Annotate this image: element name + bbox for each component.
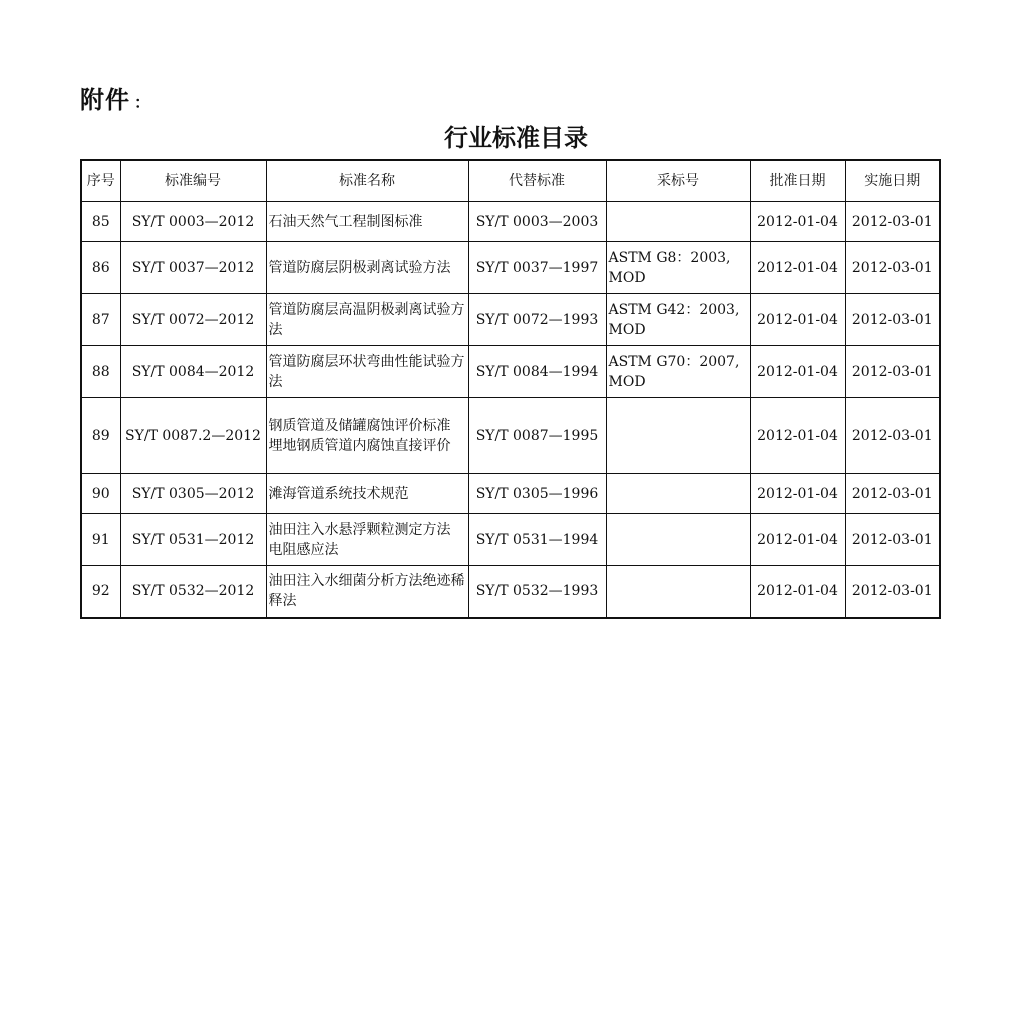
cell-code: SY/T 0531—2012 xyxy=(120,514,266,566)
table-row xyxy=(81,294,940,346)
cell-no: 87 xyxy=(81,294,120,346)
cell-effective: 2012-03-01 xyxy=(845,202,940,242)
cell-approved: 2012-01-04 xyxy=(750,566,845,618)
cell-code: SY/T 0305—2012 xyxy=(120,474,266,514)
cell-adopted: ASTM G70：2007, MOD xyxy=(606,346,750,398)
column-header-no: 序号 xyxy=(81,160,120,202)
cell-no: 90 xyxy=(81,474,120,514)
cell-approved: 2012-01-04 xyxy=(750,202,845,242)
cell-approved: 2012-01-04 xyxy=(750,294,845,346)
cell-replaces: SY/T 0532—1993 xyxy=(468,566,606,618)
cell-adopted: ASTM G42：2003, MOD xyxy=(606,294,750,346)
cell-adopted xyxy=(606,566,750,618)
table-row xyxy=(81,398,940,474)
cell-adopted xyxy=(606,202,750,242)
column-header-adopted: 采标号 xyxy=(606,160,750,202)
cell-adopted xyxy=(606,398,750,474)
cell-replaces: SY/T 0037—1997 xyxy=(468,242,606,294)
standards-table xyxy=(80,159,941,619)
cell-name: 管道防腐层环状弯曲性能试验方法 xyxy=(266,346,468,398)
cell-effective: 2012-03-01 xyxy=(845,398,940,474)
cell-adopted xyxy=(606,474,750,514)
cell-approved: 2012-01-04 xyxy=(750,242,845,294)
cell-effective: 2012-03-01 xyxy=(845,514,940,566)
cell-approved: 2012-01-04 xyxy=(750,346,845,398)
cell-no: 92 xyxy=(81,566,120,618)
cell-name: 滩海管道系统技术规范 xyxy=(266,474,468,514)
cell-approved: 2012-01-04 xyxy=(750,514,845,566)
column-header-code: 标准编号 xyxy=(120,160,266,202)
table-row xyxy=(81,566,940,618)
cell-no: 89 xyxy=(81,398,120,474)
cell-code: SY/T 0072—2012 xyxy=(120,294,266,346)
column-header-replaces: 代替标准 xyxy=(468,160,606,202)
cell-code: SY/T 0003—2012 xyxy=(120,202,266,242)
cell-code: SY/T 0087.2—2012 xyxy=(120,398,266,474)
cell-approved: 2012-01-04 xyxy=(750,474,845,514)
cell-no: 86 xyxy=(81,242,120,294)
attachment-text: 附件 xyxy=(80,86,130,114)
table-row xyxy=(81,346,940,398)
table-row xyxy=(81,514,940,566)
cell-replaces: SY/T 0072—1993 xyxy=(468,294,606,346)
cell-approved: 2012-01-04 xyxy=(750,398,845,474)
cell-effective: 2012-03-01 xyxy=(845,566,940,618)
cell-no: 85 xyxy=(81,202,120,242)
cell-name: 管道防腐层阴极剥离试验方法 xyxy=(266,242,468,294)
page-title: 行业标准目录 xyxy=(444,124,588,152)
cell-name: 石油天然气工程制图标准 xyxy=(266,202,468,242)
cell-adopted xyxy=(606,514,750,566)
table-row xyxy=(81,242,940,294)
cell-name: 钢质管道及储罐腐蚀评价标准 埋地钢质管道内腐蚀直接评价 xyxy=(266,398,468,474)
cell-no: 88 xyxy=(81,346,120,398)
cell-replaces: SY/T 0084—1994 xyxy=(468,346,606,398)
table-row xyxy=(81,474,940,514)
attachment-label xyxy=(80,80,151,115)
cell-code: SY/T 0532—2012 xyxy=(120,566,266,618)
cell-replaces: SY/T 0003—2003 xyxy=(468,202,606,242)
cell-replaces: SY/T 0087—1995 xyxy=(468,398,606,474)
cell-replaces: SY/T 0531—1994 xyxy=(468,514,606,566)
cell-effective: 2012-03-01 xyxy=(845,474,940,514)
table-header-row xyxy=(81,160,940,202)
cell-replaces: SY/T 0305—1996 xyxy=(468,474,606,514)
column-header-name: 标准名称 xyxy=(266,160,468,202)
cell-effective: 2012-03-01 xyxy=(845,242,940,294)
cell-code: SY/T 0084—2012 xyxy=(120,346,266,398)
attachment-colon: ： xyxy=(134,93,152,112)
cell-name: 管道防腐层高温阴极剥离试验方法 xyxy=(266,294,468,346)
cell-name: 油田注入水悬浮颗粒测定方法 电阻感应法 xyxy=(266,514,468,566)
table-row xyxy=(81,202,940,242)
cell-no: 91 xyxy=(81,514,120,566)
cell-effective: 2012-03-01 xyxy=(845,346,940,398)
column-header-approved: 批准日期 xyxy=(750,160,845,202)
cell-name: 油田注入水细菌分析方法绝迹稀释法 xyxy=(266,566,468,618)
column-header-effective: 实施日期 xyxy=(845,160,940,202)
cell-adopted: ASTM G8：2003, MOD xyxy=(606,242,750,294)
cell-effective: 2012-03-01 xyxy=(845,294,940,346)
cell-code: SY/T 0037—2012 xyxy=(120,242,266,294)
